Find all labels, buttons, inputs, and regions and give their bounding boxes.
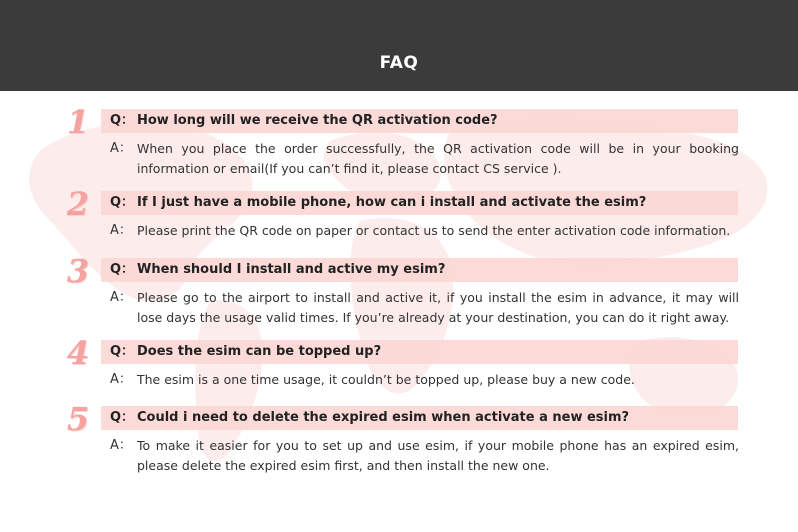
question-text: When should I install and active my esim? <box>137 262 446 277</box>
answer-prefix: A： <box>110 372 132 387</box>
question-text: If I just have a mobile phone, how can i install and activate the esim? <box>137 195 647 210</box>
faq-number: 5 <box>66 400 90 438</box>
faq-number: 3 <box>66 252 90 290</box>
answer-text: Please go to the airport to install and active it, if you install the esim in advance, it may will lose days the usage valid times. If you’re already at your destination, you can do it right away. <box>137 290 739 325</box>
question-prefix: Q： <box>110 262 135 277</box>
question-prefix: Q： <box>110 113 135 128</box>
question-prefix: Q： <box>110 195 135 210</box>
answer-text: To make it easier for you to set up and use esim, if your mobile phone has an expired esim, please delete the expired esim first, and then install the new one. <box>137 438 739 473</box>
answer-prefix: A： <box>110 438 132 453</box>
answer-text: The esim is a one time usage, it couldn’t be topped up, please buy a new code. <box>137 372 635 387</box>
question-prefix: Q： <box>110 410 135 425</box>
question-text: How long will we receive the QR activation code? <box>137 113 498 128</box>
page-title: FAQ <box>379 53 419 73</box>
faq-header <box>0 0 798 91</box>
answer-prefix: A： <box>110 223 132 238</box>
question-text: Does the esim can be topped up? <box>137 344 382 359</box>
faq-number: 4 <box>66 334 90 372</box>
answer-text: When you place the order successfully, the QR activation code will be in your booking information or email(If you can’t find it, please contact CS service ). <box>137 141 739 176</box>
faq-number: 1 <box>66 103 90 141</box>
question-prefix: Q： <box>110 344 135 359</box>
faq-number: 2 <box>66 185 90 223</box>
question-text: Could i need to delete the expired esim when activate a new esim? <box>137 410 630 425</box>
answer-prefix: A： <box>110 290 132 305</box>
answer-text: Please print the QR code on paper or contact us to send the enter activation code information. <box>137 223 731 238</box>
answer-prefix: A： <box>110 141 132 156</box>
